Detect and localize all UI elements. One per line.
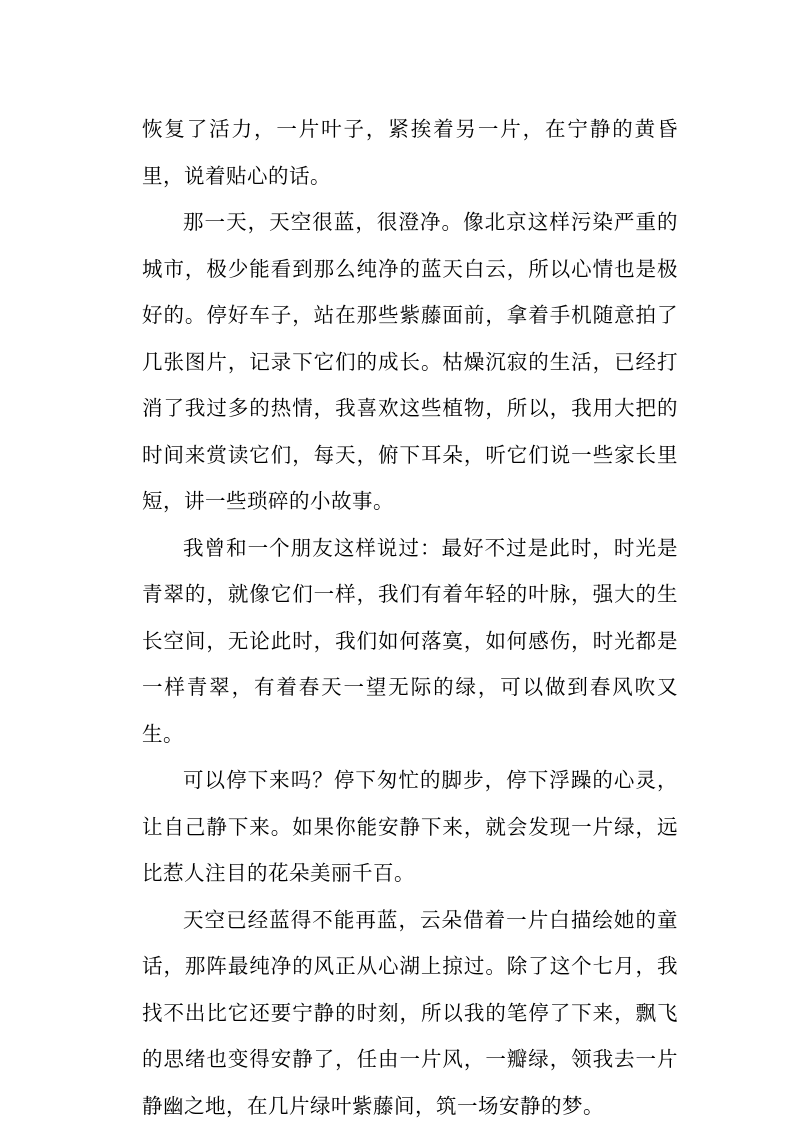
paragraph-4: 可以停下来吗？停下匆忙的脚步，停下浮躁的心灵，让自己静下来。如果你能安静下来，就会发现一片绿，远比惹人注目的花朵美丽千百。 (142, 757, 678, 897)
paragraph-5: 天空已经蓝得不能再蓝，云朵借着一片白描绘她的童话，那阵最纯净的风正从心湖上掠过。除了这个七月，我找不出比它还要宁静的时刻，所以我的笔停了下来，飘飞的思绪也变得安静了，任由一片风，一瓣绿，领我去一片静幽之地，在几片绿叶紫藤间，筑一场安静的梦。 (142, 897, 678, 1129)
paragraph-1: 恢复了活力，一片叶子，紧挨着另一片，在宁静的黄昏里，说着贴心的话。 (142, 106, 678, 199)
document-body (142, 106, 678, 1129)
paragraph-3: 我曾和一个朋友这样说过：最好不过是此时，时光是青翠的，就像它们一样，我们有着年轻的叶脉，强大的生长空间，无论此时，我们如何落寞，如何感伤，时光都是一样青翠，有着春天一望无际的绿，可以做到春风吹又生。 (142, 525, 678, 758)
paragraph-2: 那一天，天空很蓝，很澄净。像北京这样污染严重的城市，极少能看到那么纯净的蓝天白云，所以心情也是极好的。停好车子，站在那些紫藤面前，拿着手机随意拍了几张图片，记录下它们的成长。枯燥沉寂的生活，已经打消了我过多的热情，我喜欢这些植物，所以，我用大把的时间来赏读它们，每天，俯下耳朵，听它们说一些家长里短，讲一些琐碎的小故事。 (142, 199, 678, 525)
